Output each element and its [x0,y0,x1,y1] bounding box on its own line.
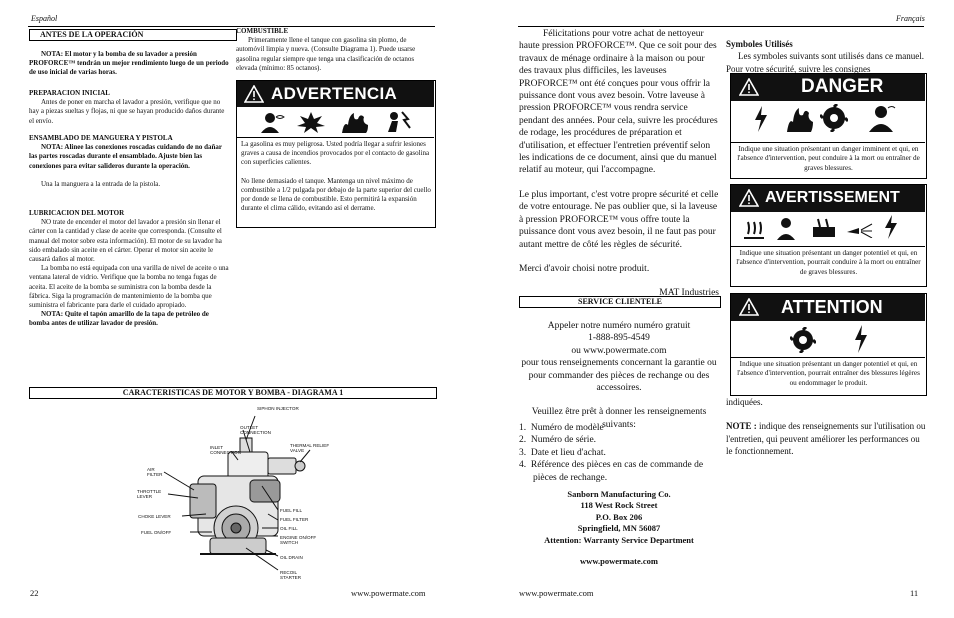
diagram-title: CARACTERISTICAS DE MOTOR Y BOMBA - DIAGRAMA 1 [29,387,437,399]
symbols-text: Les symboles suivants sont utilisés dans ce manuel. Pour votre sécurité, suivre les consignes [726,51,924,74]
lub-title: LUBRICACION DEL MOTOR [29,209,125,217]
label-oil-drain: OIL DRAIN [280,555,303,560]
service-line-4: pour tous renseignements concernant la garantie ou [521,358,717,369]
avertissement-description: Indique une situation présentant un danger potentiel et qui, en l'absence d'intervention, pourrait conduire à la mort ou entraîner de graves blessures. [736,249,921,276]
adv-text-1: La gasolina es muy peligrosa. Usted podría llegar a sufrir lesiones graves a causa de incendios provocados por el contacto de gasolina con superficies calientes. [241,140,430,167]
service-line-1: Appeler notre numéro numéro gratuit [547,321,691,331]
electric-shock-icon [384,110,412,134]
antes-note-label: NOTA: [41,50,64,58]
comb-title: COMBUSTIBLE [236,27,289,35]
attention-label: ATTENTION [781,297,883,317]
inhalation-hazard-icon [775,216,799,240]
page-number-left: 22 [30,588,39,598]
symbols-outro [726,396,926,458]
explosion-icon [296,111,326,133]
label-siphon-injector: SIPHON INJECTOR [257,406,299,411]
avertissement-banner [731,185,925,212]
inhalation-hazard-icon [257,111,287,133]
electric-hazard-icon [852,324,870,354]
list-item: 3. Date et lieu d'achat. [519,447,606,458]
electric-hazard-icon [752,105,770,133]
attention-description: Indique une situation présentant un danger potentiel et qui, en l'absence d'intervention, pourrait entraîner des blessures légères ou endommager le produit. [737,360,920,387]
lubricacion-section [29,209,229,329]
avertissement-divider [731,246,925,247]
antes-note-text: El motor y la bomba de su lavador a presión PROFORCE™ tendrán un mejor rendimiento luego de un periodo de uso inicial de varias horas. [29,50,229,77]
label-fuel-fill: FUEL FILL [280,508,303,513]
danger-description-wrap [733,145,924,173]
footer-url-right: www.powermate.com [519,588,594,598]
service-block [519,320,719,431]
intro-section [519,28,719,300]
advertencia-label: ADVERTENCIA [271,84,398,103]
prep-text: Antes de poner en marcha el lavador a presión, verifique que no hay a piezas sueltas y flojas, ni que se hayan producido daños durante el envío. [29,98,225,125]
combustible-section [236,27,436,73]
service-line-3: ou www.powermate.com [571,345,667,356]
attention-description-wrap [733,360,924,388]
label-thermal-relief-valve: THERMAL RELIEF VALVE [290,443,330,453]
header-rule-right [518,26,924,27]
chemical-burn-icon [810,217,838,239]
label-choke-lever: CHOKE LEVER [138,514,171,519]
danger-description: Indique une situation présentant un danger imminent et qui, en l'absence d'intervention, peut conduire à la mort ou entraîner de graves blessures. [737,145,920,172]
section-title-antes: ANTES DE LA OPERACIÓN [29,29,237,41]
attention-banner [731,294,925,321]
prep-title: PREPARACION INICIAL [29,89,110,97]
fire-icon [785,106,815,132]
label-outlet-connection: OUTLET CONNECTION [240,425,271,435]
toxic-fumes-icon [866,104,896,132]
label-inlet-connection: INLET CONNECTION [210,445,241,455]
note-text: indique des renseignements sur l'utilisation ou l'entretien, qui peuvent améliorer les performances ou le fonctionnement. [726,421,926,457]
danger-banner [731,74,925,101]
thanks-text: Merci d'avoir choisi notre produit. [519,263,650,274]
rotating-parts-icon [790,327,816,353]
footer-url-left: www.powermate.com [351,588,426,598]
service-title: SERVICE CLIENTELE [519,296,721,308]
list-item: 4. Référence des pièces en cas de commande de pièces de rechange. [519,460,704,483]
high-pressure-spray-icon [845,218,873,238]
fire-icon [340,111,370,133]
adv-text-2: No llene demasiado el tanque. Mantenga un nivel máximo de combustible a 1/2 pulgada por debajo de la parte superior del cuello por donde se llena de combustible. Esto permitirá la expansión durante el clima cálido, evitando así el derrame. [241,176,431,213]
advertencia-text [241,140,431,213]
avertissement-label: AVERTISSEMENT [765,189,900,206]
indiquees-text: indiquées. [726,397,763,407]
advertencia-banner [237,81,434,107]
hot-surface-icon [742,216,766,240]
list-item: 2. Numéro de série. [519,435,597,446]
service-line-6: accessoires. [596,383,642,394]
header-language-es: Español [31,14,58,23]
warning-triangle-icon [739,78,759,96]
label-recoil-starter: RECOIL STARTER [280,570,302,580]
warning-triangle-icon [739,189,759,207]
danger-label: DANGER [801,76,884,97]
info-list [519,422,719,484]
ensamblado-title: ENSAMBLADO DE MANGUERA Y PISTOLA [29,134,173,142]
label-engine-switch: ENGINE ON/OFF SWITCH [280,535,317,545]
danger-divider [731,142,925,143]
avertissement-description-wrap [733,249,924,277]
symbols-title: Symboles Utilisés [726,39,793,49]
prep-info: Veuillez être prêt à donner les renseignements suivants: [531,407,707,430]
intro-paragraph-1: Félicitations pour votre achat de nettoyeur haute pression PROFORCE™. Que ce soit pour des travaux de ménage ordinaire à la maison ou pour des travaux plus difficiles, les laveuses PROFORCE™ ont été conçues pour vous offrir la puissance dont vous avez besoin. Votre laveuse à pression PROFORCE™ vous rendra service pendant des années. Pour cela, suivre les procédures de rodage, les procédures de préparation et d'utilisation, et effectuer l'entretien préventif selon les indications de ce document, ainsi que du manuel relatif au moteur, qui l'accompagne. [519,29,718,176]
note-label: NOTE : [726,421,757,432]
label-oil-fill: OIL FILL [280,526,298,531]
advertencia-divider [237,137,434,138]
address-block: Sanborn Manufacturing Co. 118 West Rock Street P.O. Box 206 Springfield, MN 56087 Attention: Warranty Service Department www.powermate.com [519,489,719,567]
lub-text-2: La bomba no está equipada con una varilla de nivel de aceite o una ventana lateral de vidrio. Verifique que la bomba no tenga fugas de aceita. El aceite de la bomba se suministra con la bomba desde la fábrica. Siga la programación de mantenimiento de la bomba que suministra el fabricante para darle el cuidado apropiado. [29,264,229,310]
rotating-parts-icon [820,104,848,132]
signature: MAT Industries [659,288,719,299]
header-language-fr: Français [896,14,925,23]
lub-note: NOTA: Quite el tapón amarillo de la tapa de petróleo de bomba antes de utilizar lavador de presión. [29,310,209,328]
ensamblado-note: NOTA: Alinee las conexiones roscadas cuidando de no dañar las partes roscadas durante el ensamblado. Ajuste bien las conexiones para evitar salideros durante la operación. [29,143,222,170]
antes-note [29,50,229,78]
electric-hazard-icon [882,214,900,240]
label-fuel-filter: FUEL FILTER [280,517,309,522]
service-line-2: 1-888-895-4549 [588,333,650,344]
page-number-right: 11 [910,588,919,598]
attention-divider [731,357,925,358]
prep-section [29,89,229,126]
ensamblado-text: Una la manguera a la entrada de la pistola. [41,179,161,188]
comb-text: Primeramente llene el tanque con gasolina sin plomo, de automóvil limpia y nueva. (Consulte Diagrama 1). Puede usarse gasolina regular siempre que tenga una clasificación de octanos elevada (mínimo: 85 octanos). [236,36,416,72]
label-fuel-onoff: FUEL ON/OFF [141,530,172,535]
symbols-intro [726,38,926,75]
intro-paragraph-2: Le plus important, c'est votre propre sécurité et celle de votre entourage. Ne pas oublier que, si la laveuse à pression PROFORCE™ vous offre toute la puissance dont vous avez besoin, il ne faut pas pour autant mettre de côté les règles de sécurité. [519,189,719,250]
label-throttle-lever: THROTTLE LEVER [137,489,162,499]
lub-text-1: NO trate de encender el motor del lavador a presión sin llenar el cárter con la cantidad y clase de aceite que corresponda. (Consulte el manual del motor sobre esta información). El motor de su lavador ha sido embalado sin aceite en el cárter. Operar el motor sin aceite le causará daños al motor. [29,218,222,264]
engine-pump-diagram [150,410,340,582]
address-url: www.powermate.com [580,556,658,567]
list-item: 1. Numéro de modèle [519,423,604,433]
label-air-filter: AIR FILTER [147,467,163,477]
warning-triangle-icon [244,85,264,103]
ensamblado-section [29,134,229,189]
warning-triangle-icon [739,298,759,316]
service-line-5: pour commander des pièces de rechange ou des [528,370,710,381]
